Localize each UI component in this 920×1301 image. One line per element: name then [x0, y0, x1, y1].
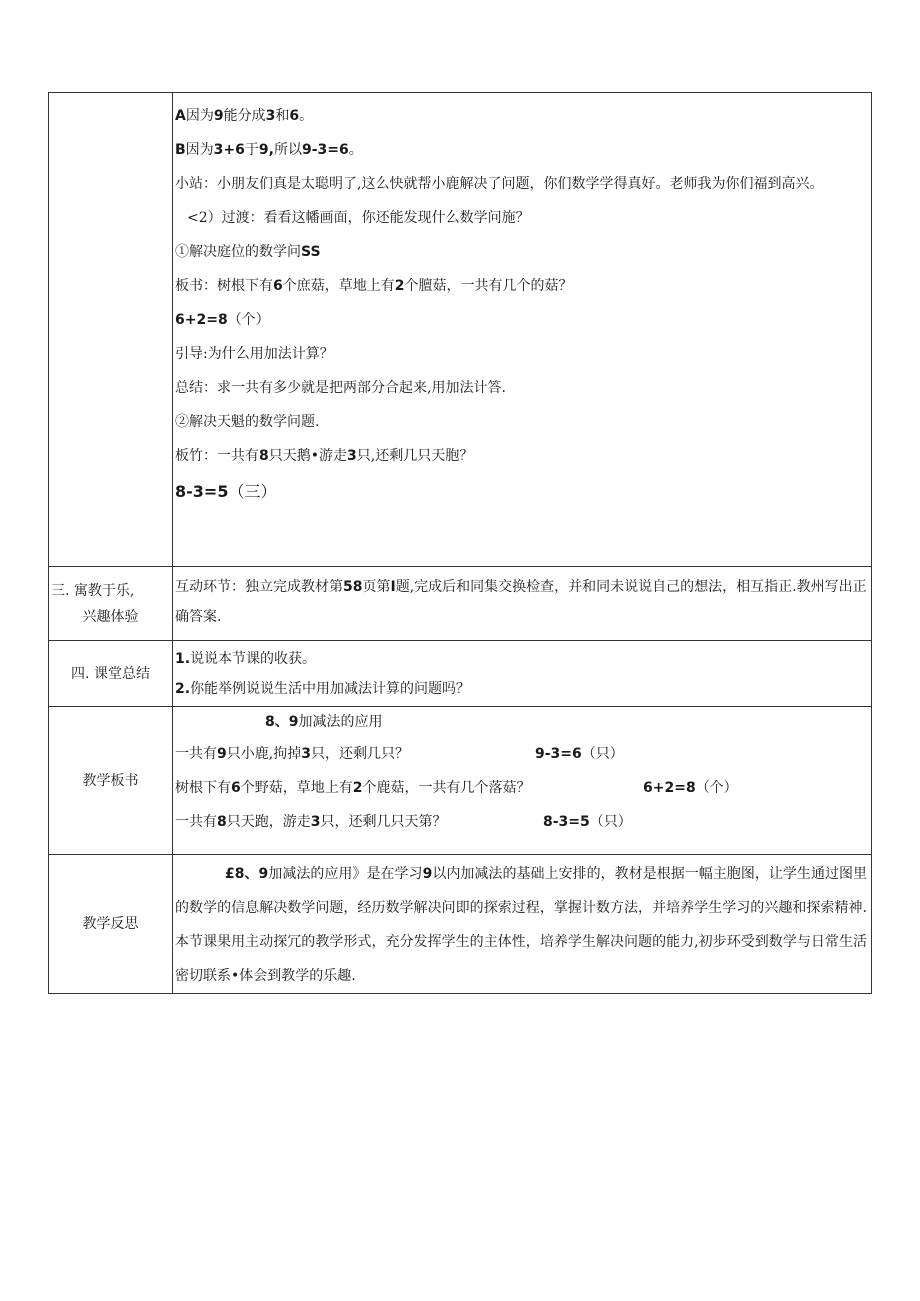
reflection-text2: 以内加减法的基础上安排的，教材是根据一幅主胞图，让学生通过图里的数学的信息解决数学问题，经历数学解决问即的探索过程，掌握计数方法，并培养学生学习的兴趣和探索精神.本节课果用主动探冗的教学形式，充分发挥学生的主体性，培养学生解决问题的能力,初步环受到数学与日常生活密切联系•体会到教学的乐趣.: [175, 866, 868, 984]
summary-item-2: [175, 674, 867, 704]
summary-item-2-no: 2.: [175, 681, 191, 697]
row-section2: [49, 93, 872, 567]
board-line-1: [175, 269, 867, 303]
board1-mid: 个庶菇，草地上有: [282, 278, 395, 294]
section2-label-cell: [49, 93, 173, 567]
board2-num2: 3: [347, 448, 357, 464]
answer-b-text4: 。: [348, 142, 363, 158]
board-row-1-mid: 只小鹿,拘掉: [226, 746, 302, 762]
answer-b-num2: 9,: [258, 142, 274, 158]
row-section4: [49, 641, 872, 707]
section4-content: [173, 641, 872, 707]
answer-a-text4: 。: [299, 108, 314, 124]
board-row-3: [175, 805, 867, 839]
section4-label: 四. 课堂总结: [49, 641, 173, 707]
section3-label-line2: 兴趣体验: [82, 608, 139, 625]
interaction-item-no: I: [390, 579, 396, 595]
reflection-num: 9: [422, 866, 433, 882]
board-title: [175, 707, 867, 737]
answer-b-text2: 于: [244, 142, 259, 158]
board-title-bold: 8、9: [265, 714, 299, 730]
conclusion-line: 总结：求一共有多少就是把两部分合起来,用加法计答.: [175, 380, 506, 396]
answer-b-num1: 3+6: [213, 142, 245, 158]
board-row-1-post: 只，还剩几只？: [310, 746, 409, 762]
board-row-1-num1: 9: [217, 746, 227, 762]
board-row-3-post: 只，还剩几只天第？: [320, 814, 447, 830]
reflection-lead: £8、9: [225, 866, 269, 882]
board-row-3-pre: 一共有: [175, 814, 217, 830]
answer-b-letter: B: [175, 142, 186, 158]
board-row-1-pre: 一共有: [175, 746, 217, 762]
summary-paragraph: 小站：小朋友们真是太聪明了,这么快就帮小鹿解决了问题，你们数学学得真好。老师我为你们福到高兴。: [175, 176, 824, 192]
board-row-2-num2: 2: [352, 780, 363, 796]
board-title-text: 加减法的应用: [298, 714, 383, 730]
board-row-3-eq-unit: （只）: [589, 814, 632, 830]
board-row-2-mid: 个野菇，草地上有: [240, 780, 353, 796]
summary-item-2-text: 你能举例说说生活中用加减法计算的问题吗？: [190, 681, 471, 697]
board-row-1-eq-value: 9-3=6: [535, 746, 582, 762]
section2-content: [173, 93, 872, 567]
answer-a-num2: 3: [265, 108, 276, 124]
answer-a-num3: 6: [289, 108, 300, 124]
board1-pre: 板书：树根下有: [175, 278, 273, 294]
answer-b-text3: 所以: [273, 142, 302, 158]
board-row-2-num1: 6: [231, 780, 241, 796]
board-line-2: [175, 439, 867, 473]
board-row-1: [175, 737, 867, 771]
board2-num1: 8: [259, 448, 269, 464]
board-row-1-eq: [535, 737, 624, 771]
board2-pre: 板竹：一共有: [175, 448, 259, 464]
sub-question-1-text: ①解决庭位的数学问: [175, 244, 301, 260]
section3-content: [173, 567, 872, 641]
answer-b-text1: 因为: [185, 142, 214, 158]
section5-content: [173, 707, 872, 855]
interaction-mid: 页第: [362, 579, 391, 595]
sub-question-1: [175, 235, 867, 269]
equation-1-unit: （个）: [227, 312, 270, 328]
answer-a-text3: 和: [275, 108, 290, 124]
board1-post: 个膻菇，一共有几个的菇？: [404, 278, 573, 294]
section3-label-line1: 三. 寓教于乐,: [51, 582, 135, 599]
answer-a-num1: 9: [213, 108, 224, 124]
board-row-3-eq: [543, 805, 632, 839]
board-row-2-eq-value: 6+2=8: [643, 780, 696, 796]
board-row-1-eq-unit: （只）: [581, 746, 624, 762]
board-row-2-pre: 树根下有: [175, 780, 231, 796]
reflection-paragraph: [175, 855, 867, 993]
board2-post: 只,还剩几只天胞？: [356, 448, 474, 464]
sub-question-1-bold: SS: [301, 244, 321, 260]
lesson-plan-table: [48, 92, 872, 994]
answer-a-text2: 能分成: [223, 108, 266, 124]
sub-question-2: ②解决天魁的数学问题.: [175, 414, 320, 430]
board-row-3-mid: 只天跑，游走: [226, 814, 311, 830]
equation-1: [175, 303, 867, 337]
summary-item-1-no: 1.: [175, 651, 191, 667]
summary-item-1: [175, 641, 867, 674]
board2-mid: 只天鹅•游走: [268, 448, 348, 464]
answer-b-eq: 9-3=6: [301, 142, 349, 158]
row-section5: [49, 707, 872, 855]
board1-num1: 6: [273, 278, 283, 294]
section3-label: [49, 567, 173, 641]
reflection-text1: 加减法的应用》是在学习: [268, 866, 423, 882]
interaction-pre: 互动环节：独立完成教材第: [175, 579, 343, 595]
row-section6: [49, 855, 872, 994]
answer-a-letter: A: [175, 108, 186, 124]
board-row-2-eq: [643, 771, 738, 805]
interaction-page-no: 58: [343, 579, 363, 595]
answer-b-line: [175, 133, 867, 167]
section6-label: 教学反思: [49, 855, 173, 994]
answer-a-text1: 因为: [185, 108, 214, 124]
answer-a-line: [175, 99, 867, 133]
section6-content: [173, 855, 872, 994]
board-row-2-eq-unit: （个）: [695, 780, 738, 796]
equation-2: [175, 473, 867, 511]
transition-line: <2）过渡：看看这幡画面，你还能发现什么数学问施？: [187, 210, 530, 226]
equation-2-unit: （三）: [228, 482, 277, 501]
section5-label: 教学板书: [49, 707, 173, 855]
equation-1-value: 6+2=8: [175, 312, 228, 328]
equation-2-value: 8-3=5: [175, 482, 229, 501]
interaction-paragraph: [175, 567, 867, 632]
board-row-2-post: 个鹿菇，一共有几个落菇？: [362, 780, 531, 796]
guide-line: 引导:为什么用加法计算？: [175, 346, 334, 362]
board1-num2: 2: [394, 278, 405, 294]
board-row-2: [175, 771, 867, 805]
board-row-3-num1: 8: [217, 814, 227, 830]
row-section3: [49, 567, 872, 641]
summary-item-1-text: 说说本节课的收获。: [190, 651, 317, 667]
board-row-3-eq-value: 8-3=5: [543, 814, 590, 830]
board-row-1-num2: 3: [301, 746, 311, 762]
interaction-post: 题,完成后和同集交换检查，并和同未说说自己的想法，相互指正.教州写出正确答案.: [175, 579, 867, 625]
board-row-3-num2: 3: [310, 814, 321, 830]
